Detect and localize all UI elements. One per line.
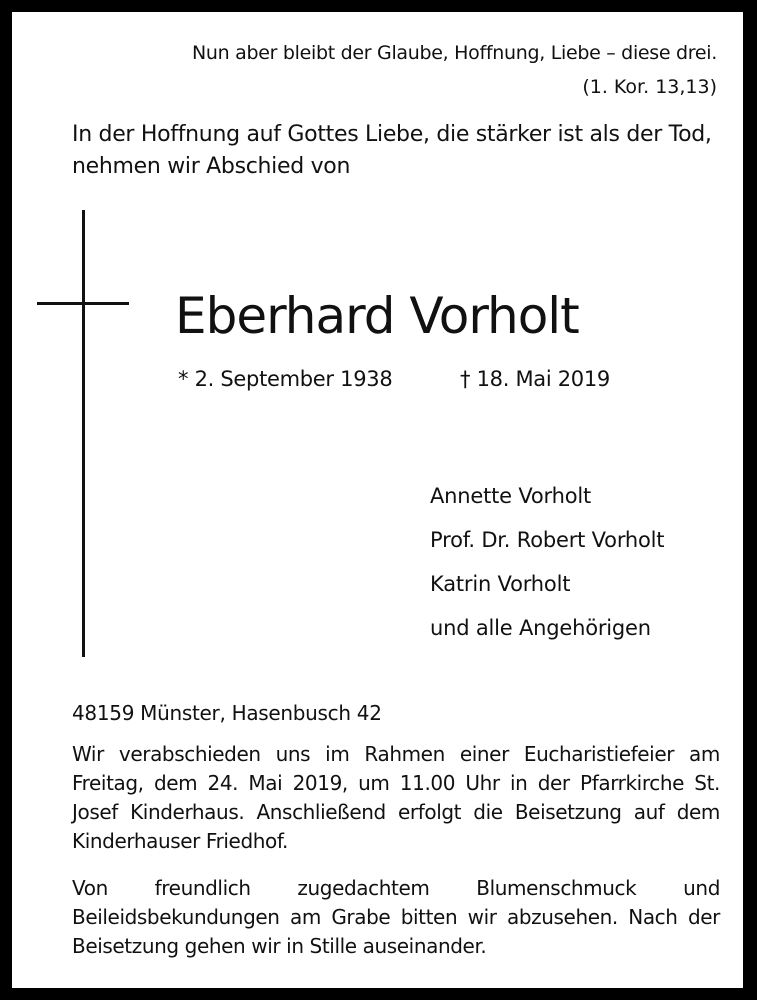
intro-line-1: In der Hoffnung auf Gottes Liebe, die stärker ist als der Tod, <box>72 122 712 147</box>
mourners-list <box>430 474 664 650</box>
deceased-name: Eberhard Vorholt <box>175 287 579 345</box>
mourner: Annette Vorholt <box>430 484 592 508</box>
birth-date: * 2. September 1938 <box>178 367 393 391</box>
death-date: † 18. Mai 2019 <box>460 367 610 391</box>
intro-line-2: nehmen wir Abschied von <box>72 154 351 179</box>
intro-text <box>72 119 712 183</box>
bible-quote: Nun aber bleibt der Glaube, Hoffnung, Liebe – diese drei. <box>191 42 717 64</box>
bible-quote-reference: (1. Kor. 13,13) <box>582 76 717 98</box>
mourner: und alle Angehörigen <box>430 616 651 640</box>
mourner: Prof. Dr. Robert Vorholt <box>430 528 665 552</box>
condolence-paragraph: Von freundlich zugedachtem Blumenschmuck und Beileidsbekundungen am Grabe bitten wir abzusehen. Nach der Beisetzung gehen wir in Stille auseinander. <box>72 876 720 958</box>
funeral-info-paragraph: Wir verabschieden uns im Rahmen einer Eucharistiefeier am Freitag, dem 24. Mai 2019, um 11.00 Uhr in der Pfarrkirche St. Josef Kinderhaus. Anschließend erfolgt die Beisetzung auf dem Kinderhauser Friedhof. <box>72 742 720 853</box>
mourner: Katrin Vorholt <box>430 572 571 596</box>
cross-icon-vertical-beam <box>82 210 85 657</box>
cross-icon-horizontal-beam <box>37 302 129 305</box>
obituary-page <box>12 12 743 988</box>
address: 48159 Münster, Hasenbusch 42 <box>72 701 382 725</box>
